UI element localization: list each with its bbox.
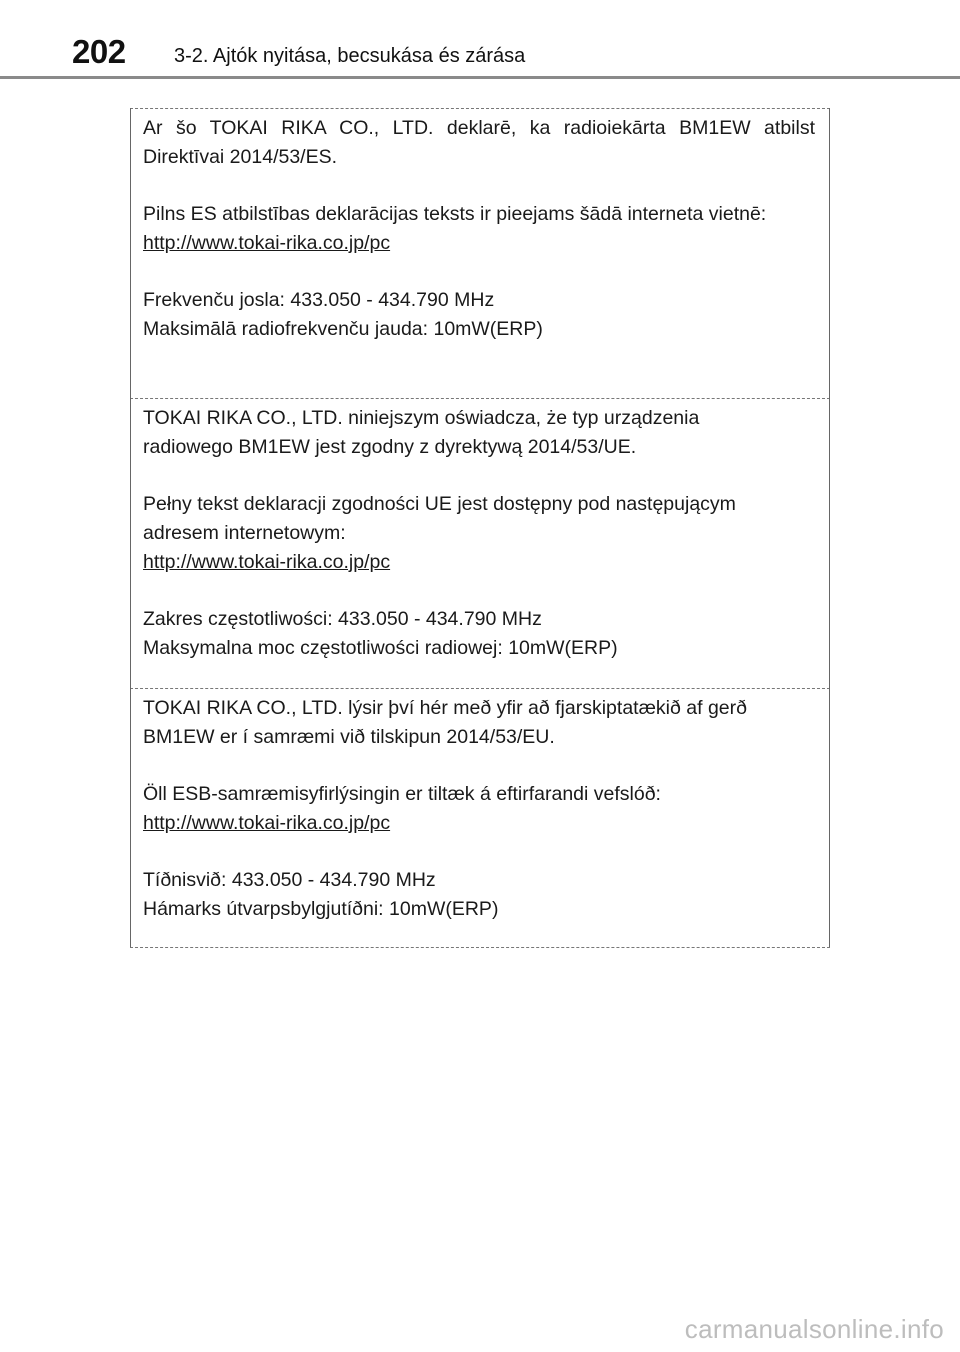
icelandic-declaration-line1: TOKAI RIKA CO., LTD. lýsir því hér með yfir að fjarskiptatækið af gerð (143, 697, 747, 719)
icelandic-link[interactable]: http://www.tokai-rika.co.jp/pc (143, 812, 391, 834)
watermark: carmanualsonline.info (684, 1314, 944, 1344)
polish-declaration-line1: TOKAI RIKA CO., LTD. niniejszym oświadcza, że typ urządzenia (143, 407, 700, 429)
dashed-border-divider (130, 398, 830, 399)
icelandic-declaration-line2: BM1EW er í samræmi við tilskipun 2014/53/EU. (143, 726, 555, 748)
section-title: 3-2. Ajtók nyitása, becsukása és zárása (174, 45, 526, 67)
polish-link[interactable]: http://www.tokai-rika.co.jp/pc (143, 551, 391, 573)
page-header (0, 0, 960, 80)
polish-power: Maksymalna moc częstotliwości radiowej: 10mW(ERP) (143, 637, 618, 659)
dashed-border-divider (130, 688, 830, 689)
border-left (130, 688, 131, 948)
latvian-fulltext-intro: Pilns ES atbilstības deklarācijas teksts ir pieejams šādā interneta vietnē: (143, 203, 767, 225)
latvian-frequency: Frekvenču josla: 433.050 - 434.790 MHz (143, 289, 495, 311)
section-polish-content (143, 404, 815, 663)
latvian-link[interactable]: http://www.tokai-rika.co.jp/pc (143, 232, 391, 254)
dashed-border-bottom (130, 947, 830, 948)
header-rule (0, 76, 960, 79)
section-polish (130, 398, 830, 688)
border-left (130, 398, 131, 688)
polish-fulltext-line2: adresem internetowym: (143, 522, 346, 544)
declaration-box (130, 108, 830, 948)
section-icelandic-content (143, 694, 815, 924)
border-right (829, 688, 830, 948)
icelandic-frequency: Tíðnisvið: 433.050 - 434.790 MHz (143, 869, 436, 891)
latvian-power: Maksimālā radiofrekvenču jauda: 10mW(ERP) (143, 318, 543, 340)
section-icelandic (130, 688, 830, 948)
dashed-border-top (130, 108, 830, 109)
polish-fulltext-line1: Pełny tekst deklaracji zgodności UE jest dostępny pod następującym (143, 493, 736, 515)
icelandic-power: Hámarks útvarpsbylgjutíðni: 10mW(ERP) (143, 898, 499, 920)
section-latvian-content (143, 114, 815, 344)
polish-frequency: Zakres częstotliwości: 433.050 - 434.790 MHz (143, 608, 542, 630)
border-right (829, 398, 830, 688)
section-latvian (130, 108, 830, 398)
border-right (829, 108, 830, 398)
page-number: 202 (72, 33, 126, 70)
border-left (130, 108, 131, 398)
latvian-declaration: Ar šo TOKAI RIKA CO., LTD. deklarē, ka radioiekārta BM1EW atbilst Direktīvai 2014/53/ES. (143, 117, 815, 168)
polish-declaration-line2: radiowego BM1EW jest zgodny z dyrektywą 2014/53/UE. (143, 436, 637, 458)
icelandic-fulltext: Öll ESB-samræmisyfirlýsingin er tiltæk á eftirfarandi vefslóð: (143, 783, 661, 805)
